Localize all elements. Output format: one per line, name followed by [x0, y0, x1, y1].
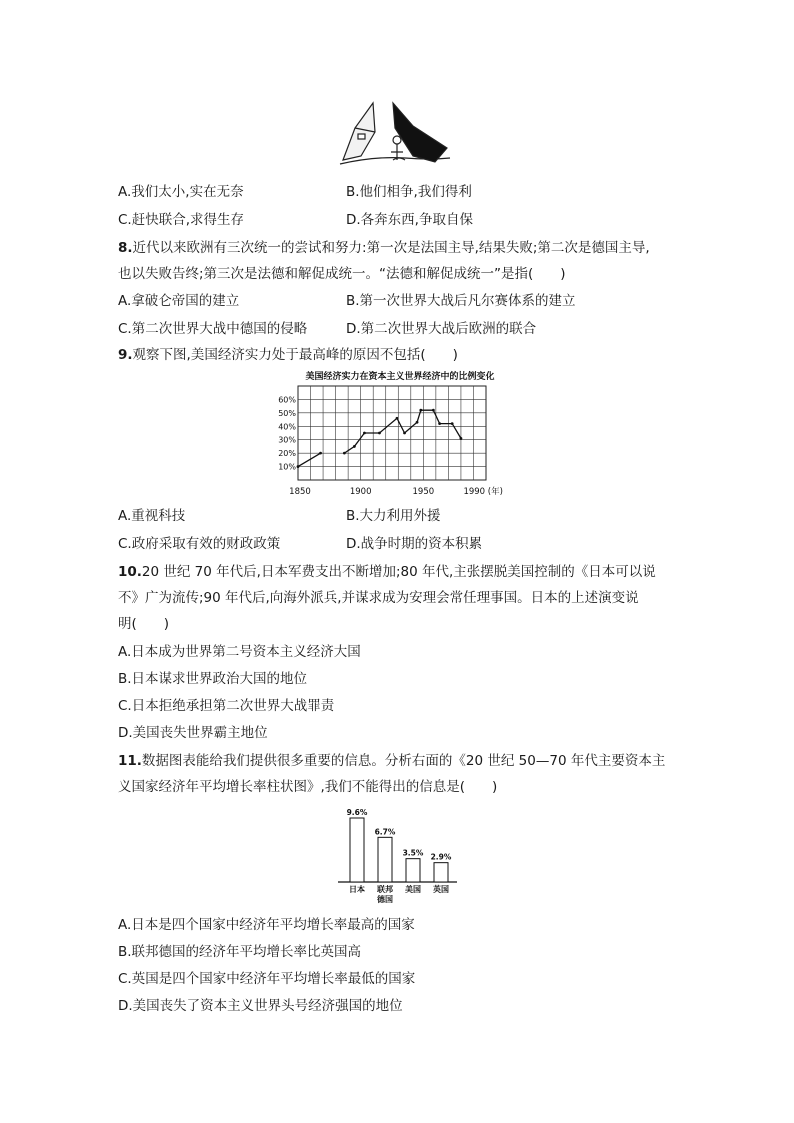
q7-option-a: A.我们太小,实在无奈 [118, 184, 244, 200]
line-chart-point [460, 437, 463, 440]
q11-number: 11. [118, 753, 142, 769]
q8-option-d: D.第二次世界大战后欧洲的联合 [346, 321, 537, 337]
q8-number: 8. [118, 240, 133, 256]
q11-text-1: 数据图表能给我们提供很多重要的信息。分析右面的《20 世纪 50—70 年代主要资本主 [141, 753, 666, 769]
line-chart-point [438, 422, 441, 425]
q8-line-1 [118, 239, 650, 257]
line-chart-point [343, 452, 346, 455]
q10-number: 10. [118, 564, 142, 580]
line-chart-y-tick: 40% [278, 422, 296, 432]
line-chart-x-tick: 1850 [289, 487, 311, 497]
q7-option-c: C.赶快联合,求得生存 [118, 212, 245, 228]
line-chart-point [378, 432, 381, 435]
q9-option-c: C.政府采取有效的财政政策 [118, 536, 281, 552]
q11-option-c: C.英国是四个国家中经济年平均增长率最低的国家 [118, 971, 416, 987]
line-chart-point [396, 417, 399, 420]
line-chart-point [432, 409, 435, 412]
line-chart-point [403, 432, 406, 435]
bar-chart-category-label: 联邦 [377, 885, 393, 894]
q10-line-3: 明( ) [118, 616, 170, 632]
line-chart-y-tick: 10% [278, 462, 296, 472]
line-chart-y-tick: 50% [278, 408, 296, 418]
q7-option-d: D.各奔东西,争取自保 [346, 212, 473, 228]
q8-text-1: 近代以来欧洲有三次统一的尝试和努力:第一次是法国主导,结果失败;第二次是德国主导, [132, 240, 650, 256]
q11-option-a: A.日本是四个国家中经济年平均增长率最高的国家 [118, 917, 415, 933]
line-chart-point [353, 445, 356, 448]
bar-chart-data-label: 3.5% [402, 848, 424, 858]
q9-option-a: A.重视科技 [118, 508, 186, 524]
bar-chart-data-label: 2.9% [430, 852, 452, 862]
line-chart-y-tick: 60% [278, 395, 296, 405]
bar-chart-category-label: 德国 [377, 895, 393, 904]
bar-chart-category-label: 美国 [405, 885, 421, 894]
q8-option-c: C.第二次世界大战中德国的侵略 [118, 321, 308, 337]
line-chart-point [297, 465, 300, 468]
bar-chart-bar [350, 818, 364, 882]
bar-chart-bar [406, 859, 420, 882]
line-chart-point [319, 452, 322, 455]
q10-option-c: C.日本拒绝承担第二次世界大战罪责 [118, 698, 335, 714]
bar-chart-bar [434, 863, 448, 882]
us-economy-line-chart [272, 368, 528, 500]
line-chart-title: 美国经济实力在资本主义世界经济中的比例变化 [305, 372, 495, 382]
bar-chart-category-label: 日本 [349, 885, 365, 894]
q10-text-1: 20 世纪 70 年代后,日本军费支出不断增加;80 年代,主张摆脱美国控制的《日本可以说 [141, 564, 656, 580]
bar-chart-category-label: 英国 [433, 885, 449, 894]
line-chart-point [363, 432, 366, 435]
bar-chart-bar [378, 837, 392, 882]
line-chart-series-1 [344, 410, 461, 453]
q8-option-a: A.拿破仑帝国的建立 [118, 293, 240, 309]
line-chart-point [419, 409, 422, 412]
q11-line-1 [118, 752, 665, 770]
line-chart-point [416, 421, 419, 424]
q9-text-1: 观察下图,美国经济实力处于最高峰的原因不包括( ) [132, 347, 458, 363]
bar-chart-data-label: 6.7% [374, 827, 396, 837]
q10-line-2: 不》广为流传;90 年代后,向海外派兵,并谋求成为安理会常任理事国。日本的上述演变说 [118, 590, 639, 606]
line-chart-point [451, 422, 454, 425]
q8-line-2: 也以失败告终;第三次是法德和解促成统一。“法德和解促成统一”是指( ) [118, 266, 566, 282]
line-chart-y-tick: 20% [278, 449, 296, 459]
q9-option-d: D.战争时期的资本积累 [346, 536, 483, 552]
line-chart-x-tick: 1990 (年) [463, 487, 503, 497]
q9-line-1 [118, 346, 458, 364]
line-chart-series-0 [298, 453, 321, 466]
q11-line-2: 义国家经济年平均增长率柱状图》,我们不能得出的信息是( ) [118, 779, 498, 795]
q9-number: 9. [118, 347, 133, 363]
cartoon-illustration [335, 98, 455, 168]
q10-line-1 [118, 563, 656, 581]
growth-rate-bar-chart [330, 800, 465, 910]
line-chart-y-tick: 30% [278, 435, 296, 445]
q7-option-b: B.他们相争,我们得利 [346, 184, 472, 200]
bar-chart-data-label: 9.6% [346, 808, 368, 817]
q10-option-b: B.日本谋求世界政治大国的地位 [118, 671, 308, 687]
line-chart-x-tick: 1900 [349, 487, 372, 497]
q11-option-d: D.美国丧失了资本主义世界头号经济强国的地位 [118, 998, 403, 1014]
q10-option-a: A.日本成为世界第二号资本主义经济大国 [118, 644, 361, 660]
q11-option-b: B.联邦德国的经济年平均增长率比英国高 [118, 944, 362, 960]
q9-option-b: B.大力利用外援 [346, 508, 441, 524]
q10-option-d: D.美国丧失世界霸主地位 [118, 725, 268, 741]
line-chart-x-tick: 1950 [412, 487, 435, 497]
q8-option-b: B.第一次世界大战后凡尔赛体系的建立 [346, 293, 576, 309]
